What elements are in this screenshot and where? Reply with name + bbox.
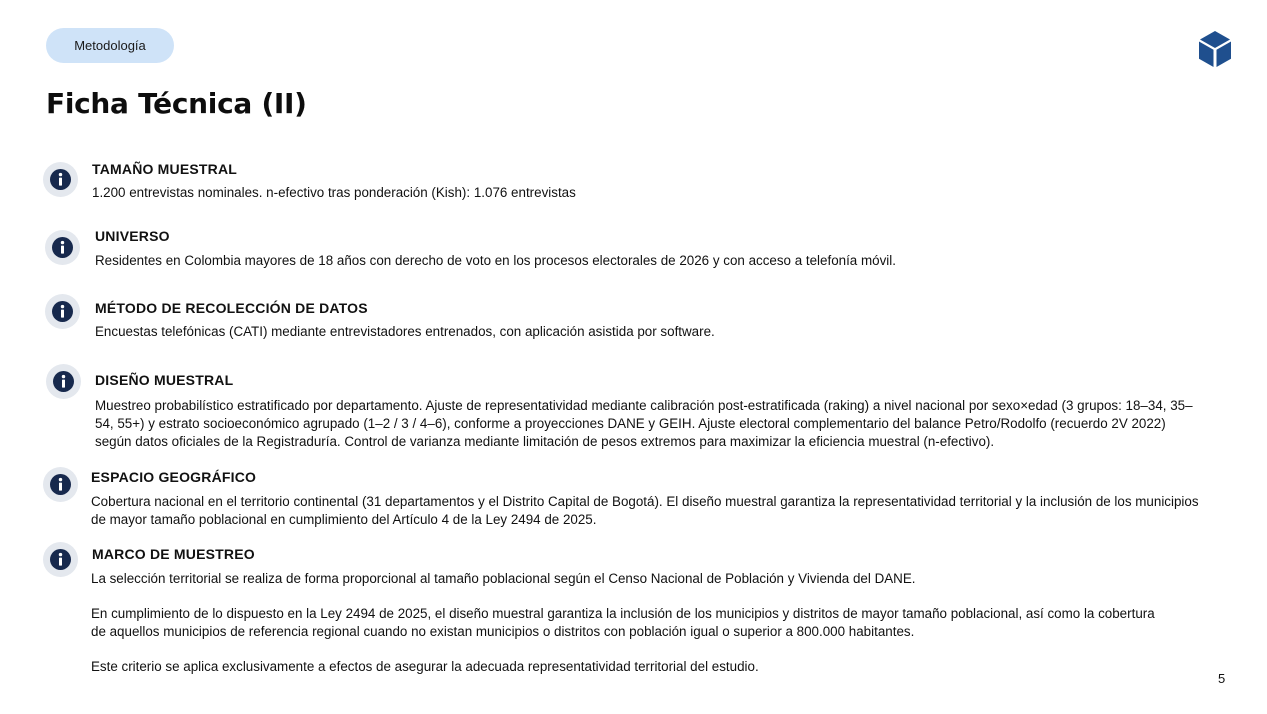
info-icon <box>46 364 81 399</box>
cube-logo-icon <box>1196 29 1234 69</box>
section-paragraph: Este criterio se aplica exclusivamente a efectos de asegurar la adecuada representatividad territorial del estudio. <box>91 659 759 674</box>
section-body <box>95 397 1200 451</box>
info-icon <box>43 162 78 197</box>
info-icon <box>43 467 78 502</box>
info-icon <box>45 294 80 329</box>
section-body <box>91 493 1201 529</box>
page-number: 5 <box>1218 671 1226 686</box>
section-paragraph: Muestreo probabilístico estratificado por departamento. Ajuste de representatividad mediante calibración post-estratificada (raking) a nivel nacional por sexo×edad (3 grupos: 18–34, 35–54, 55+) y estrato socioeconómico agrupado (1–2 / 3 / 4–6), conforme a proyecciones DANE y GEIH. Ajuste electoral complementario del balance Petro/Rodolfo (recuerdo 2V 2022) según datos oficiales de la Registraduría. Control de varianza mediante limitación de pesos extremos para maximizar la eficiencia muestral (n-efectivo). <box>95 398 1193 449</box>
section-title: ESPACIO GEOGRÁFICO <box>91 469 257 485</box>
section-paragraph: Encuestas telefónicas (CATI) mediante entrevistadores entrenados, con aplicación asistida por software. <box>95 324 715 339</box>
section-body <box>91 570 1171 676</box>
section-paragraph: La selección territorial se realiza de forma proporcional al tamaño poblacional según el Censo Nacional de Población y Vivienda del DANE. <box>91 571 916 586</box>
section-title: DISEÑO MUESTRAL <box>95 372 234 388</box>
section-paragraph: 1.200 entrevistas nominales. n-efectivo tras ponderación (Kish): 1.076 entrevistas <box>92 185 576 200</box>
info-icon <box>45 230 80 265</box>
section-paragraph: En cumplimiento de lo dispuesto en la Ley 2494 de 2025, el diseño muestral garantiza la inclusión de los municipios y distritos de mayor tamaño poblacional, así como la cobertura de aquellos municipios de referencia regional cuando no existan municipios o distritos con población igual o superior a 800.000 habitantes. <box>91 606 1155 639</box>
section-body <box>92 184 1202 202</box>
section-paragraph: Residentes en Colombia mayores de 18 años con derecho de voto en los procesos electorales de 2026 y con acceso a telefonía móvil. <box>95 253 896 268</box>
page-title: Ficha Técnica (II) <box>46 87 307 120</box>
section-title: TAMAÑO MUESTRAL <box>92 161 238 177</box>
info-icon <box>43 542 78 577</box>
section-badge: Metodología <box>46 28 174 63</box>
section-title: MARCO DE MUESTREO <box>92 546 255 562</box>
section-body <box>95 323 1205 341</box>
section-title: UNIVERSO <box>95 228 170 244</box>
section-paragraph: Cobertura nacional en el territorio continental (31 departamentos y el Distrito Capital de Bogotá). El diseño muestral garantiza la representatividad territorial y la inclusión de los municipios de mayor tamaño poblacional en cumplimiento del Artículo 4 de la Ley 2494 de 2025. <box>91 494 1199 527</box>
section-body <box>95 252 1205 270</box>
section-title: MÉTODO DE RECOLECCIÓN DE DATOS <box>95 300 368 316</box>
